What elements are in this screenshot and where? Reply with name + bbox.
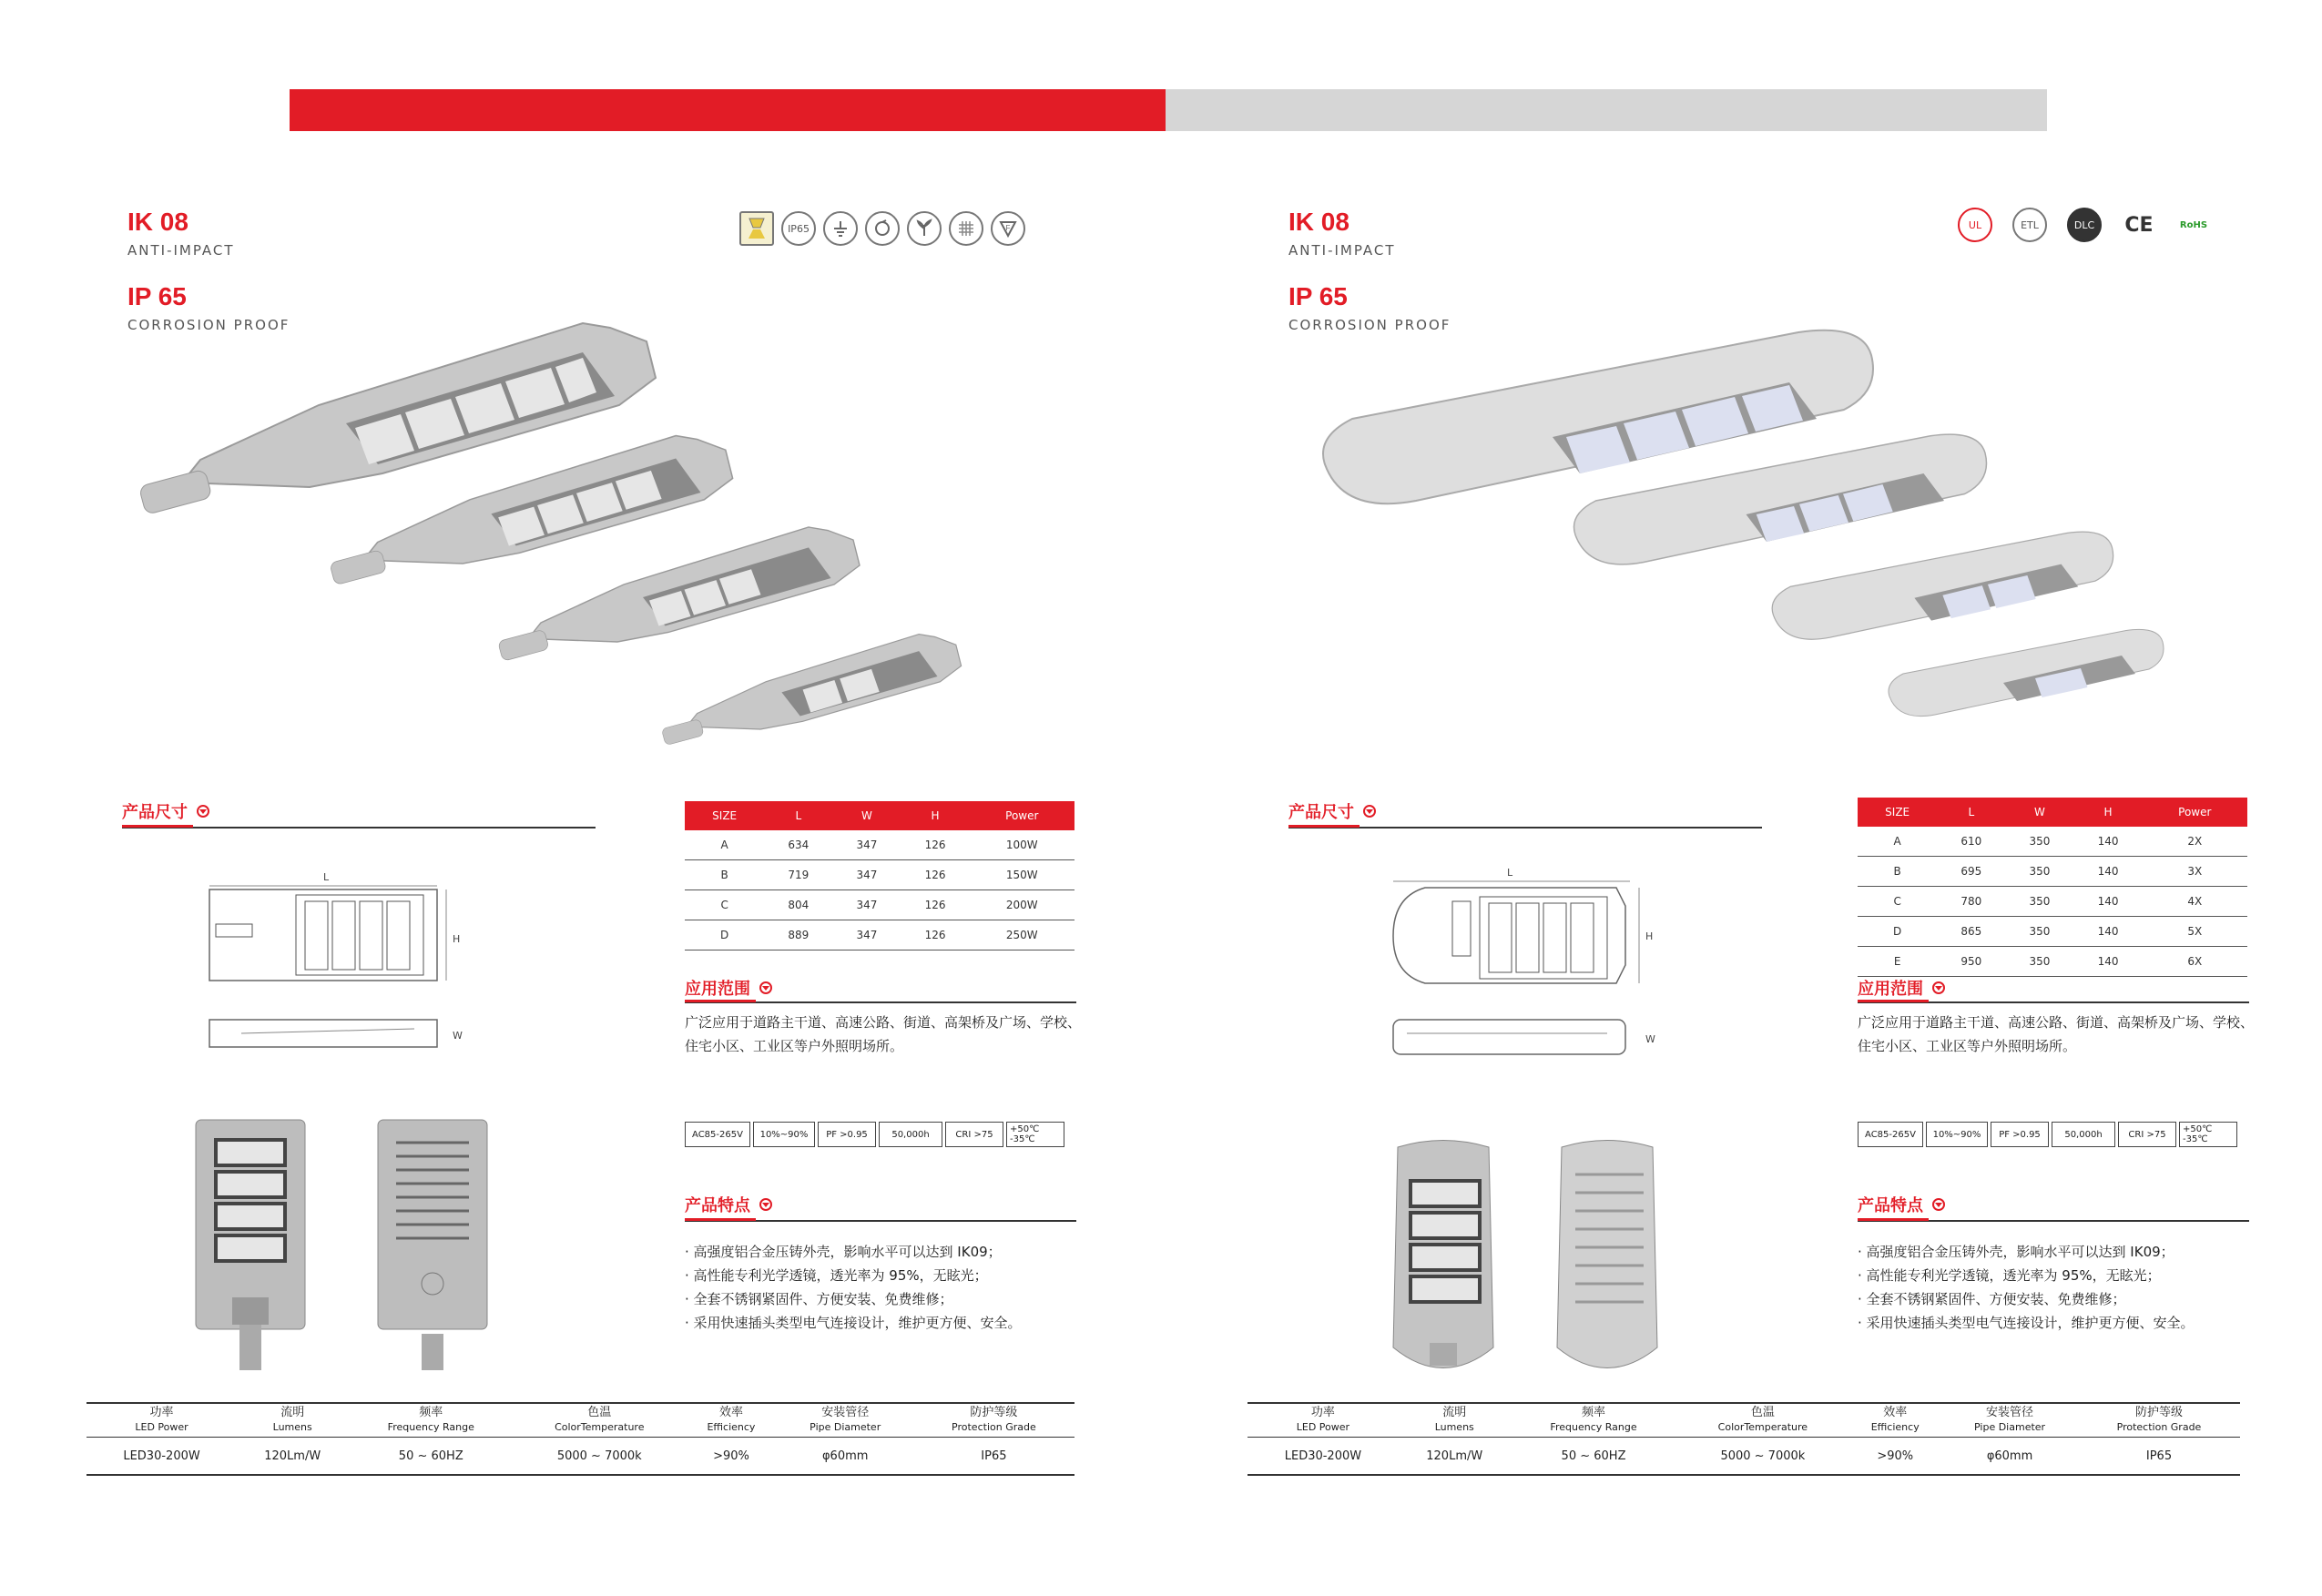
bottom-col-header: [1248, 1403, 1399, 1438]
size-cell: 634: [764, 830, 832, 860]
size-cell: 347: [832, 890, 901, 920]
application-title-text: 应用范围: [685, 980, 750, 999]
spec-icons: [685, 1122, 1064, 1147]
mesh-icon: [949, 211, 983, 246]
bottom-cell: IP65: [2078, 1438, 2240, 1476]
bottom-cell: >90%: [685, 1438, 777, 1476]
size-cell: C: [685, 890, 764, 920]
voltage-icon: AC85-265V: [685, 1122, 750, 1147]
application-text: 广泛应用于道路主干道、高速公路、街道、高架桥及广场、学校、住宅小区、工业区等户外照明场所。: [685, 1014, 1082, 1054]
size-col-header: Power: [970, 801, 1074, 830]
ik-subtitle: ANTI-IMPACT: [127, 242, 235, 259]
temperature-icon: +50℃ -35℃: [2179, 1122, 2237, 1147]
bottom-col-header-en: ColorTemperature: [555, 1421, 645, 1433]
chevron-down-icon: [759, 981, 772, 994]
bottom-col-header-en: Lumens: [272, 1421, 312, 1433]
features-section-underline: [1858, 1218, 1929, 1221]
size-col-header: H: [901, 801, 969, 830]
size-cell: D: [1858, 917, 1937, 947]
product-lamps-image: [1307, 310, 2217, 765]
size-table-row: [1858, 917, 2247, 947]
features-title-text: 产品特点: [685, 1196, 750, 1215]
bottom-col-header: [685, 1403, 777, 1438]
size-table-row: [685, 890, 1074, 920]
bottom-col-header: [1399, 1403, 1511, 1438]
ik-title: IK 08: [127, 208, 188, 236]
feature-item: · 高性能专利光学透镜，透光率为 95%，无眩光；: [1858, 1267, 2161, 1284]
size-cell: 140: [2073, 917, 2142, 947]
feature-item: · 高强度铝合金压铸外壳，影响水平可以达到 IK09；: [1858, 1244, 2174, 1260]
application-section-title: [1858, 976, 1945, 1000]
bottom-col-header-cn: 效率: [1883, 1406, 1908, 1419]
size-cell: B: [1858, 857, 1937, 887]
front-view: [196, 1120, 305, 1370]
bottom-col-header-en: Protection Grade: [952, 1421, 1036, 1433]
ground-icon: [823, 211, 858, 246]
size-cell: 140: [2073, 947, 2142, 977]
application-text: 广泛应用于道路主干道、高速公路、街道、高架桥及广场、学校、住宅小区、工业区等户外照明场所。: [1858, 1014, 2255, 1054]
features-section-title: [1858, 1193, 1945, 1216]
bottom-col-header-en: LED Power: [135, 1421, 188, 1433]
application-section-underline: [1858, 1000, 1929, 1002]
bottom-col-header-cn: 功率: [1310, 1406, 1335, 1419]
ik-subtitle: ANTI-IMPACT: [1288, 242, 1396, 259]
lamp-d: [661, 635, 961, 746]
lamp-d: [1889, 629, 2164, 716]
bottom-cell: >90%: [1848, 1438, 1941, 1476]
front-back-views: [187, 1115, 496, 1388]
bottom-table-header: [1248, 1403, 2240, 1438]
back-view: [1557, 1141, 1657, 1368]
size-cell: B: [685, 860, 764, 890]
chevron-down-icon: [1932, 981, 1945, 994]
size-section-title: [122, 799, 209, 823]
size-col-header: SIZE: [1858, 798, 1937, 827]
cert-icons: [739, 211, 1025, 246]
size-table-row: [1858, 857, 2247, 887]
size-title-text: 产品尺寸: [1288, 803, 1354, 822]
product-lamps-image: [137, 305, 1002, 778]
size-cell: 950: [1937, 947, 2005, 977]
size-cell: 347: [832, 920, 901, 950]
bottom-col-header-cn: 防护等级: [970, 1406, 1018, 1419]
size-section-underline: [122, 825, 193, 828]
dim-label-h: H: [1645, 930, 1654, 942]
size-cell: A: [685, 830, 764, 860]
size-cell: 350: [2005, 827, 2073, 857]
feature-item: · 高性能专利光学透镜，透光率为 95%，无眩光；: [685, 1267, 988, 1284]
dimension-drawing: [1389, 865, 1671, 1074]
size-cell: 4X: [2143, 887, 2247, 917]
bottom-col-header-en: Frequency Range: [1550, 1421, 1637, 1433]
bottom-cell: LED30-200W: [87, 1438, 237, 1476]
bottom-cell: 5000 ~ 7000k: [514, 1438, 685, 1476]
size-cell: 350: [2005, 947, 2073, 977]
ce-icon: CE: [2124, 213, 2154, 237]
bottom-col-header: [1676, 1403, 1848, 1438]
dimension-drawing: [205, 869, 487, 1070]
size-table: [1858, 798, 2247, 977]
features-section-underline: [685, 1218, 756, 1221]
size-table-row: [685, 920, 1074, 950]
size-col-header: SIZE: [685, 801, 764, 830]
spec-bottom-table: [1248, 1402, 2240, 1476]
front-view: [1393, 1141, 1493, 1368]
ip65-label: IP65: [788, 222, 810, 235]
bottom-col-header-en: Efficiency: [1870, 1421, 1920, 1433]
bottom-col-header: [237, 1403, 348, 1438]
f-icon: [991, 211, 1025, 246]
ip-title: IP 65: [127, 282, 187, 310]
pf-icon: PF >0.95: [818, 1122, 876, 1147]
dim-label-l: L: [1507, 867, 1513, 879]
dim-label-h: H: [453, 933, 461, 945]
size-col-header: W: [832, 801, 901, 830]
bottom-col-header: [348, 1403, 514, 1438]
ip65-icon: [781, 211, 816, 246]
spec-icons: [1858, 1122, 2237, 1147]
cert-icons: [1958, 208, 2211, 242]
bottom-col-header-cn: 功率: [149, 1406, 174, 1419]
size-cell: A: [1858, 827, 1937, 857]
size-cell: 140: [2073, 827, 2142, 857]
ul-icon: UL: [1958, 208, 1992, 242]
application-title-text: 应用范围: [1858, 980, 1923, 999]
bottom-col-header: [87, 1403, 237, 1438]
lamp-c: [498, 527, 860, 661]
features-list: [1858, 1240, 2258, 1335]
dim-label-w: W: [1645, 1033, 1655, 1045]
size-section-line: [1288, 827, 1762, 828]
application-section-title: [685, 976, 772, 1000]
chevron-down-icon: [1932, 1198, 1945, 1211]
features-section-title: [685, 1193, 772, 1216]
dim-label-l: L: [323, 871, 330, 883]
feature-item: · 全套不锈钢紧固件、方便安装、免费维修；: [685, 1291, 953, 1307]
back-view: [378, 1120, 487, 1370]
bottom-col-header-cn: 频率: [1582, 1406, 1606, 1419]
size-cell: 347: [832, 830, 901, 860]
bottom-col-header-en: LED Power: [1296, 1421, 1350, 1433]
bottom-cell: LED30-200W: [1248, 1438, 1399, 1476]
size-cell: 2X: [2143, 827, 2247, 857]
bottom-col-header-cn: 安装管径: [1986, 1406, 2034, 1419]
bottom-col-header-cn: 频率: [419, 1406, 443, 1419]
size-cell: 140: [2073, 887, 2142, 917]
size-cell: 865: [1937, 917, 2005, 947]
f-label: F: [1005, 224, 1011, 232]
size-cell: 780: [1937, 887, 2005, 917]
bottom-col-header-en: Pipe Diameter: [1974, 1421, 2046, 1433]
dim-label-w: W: [453, 1030, 463, 1042]
size-col-header: L: [764, 801, 832, 830]
size-col-header: H: [2073, 798, 2142, 827]
bottom-col-header-cn: 安装管径: [821, 1406, 870, 1419]
size-cell: 126: [901, 920, 969, 950]
bottom-col-header: [2078, 1403, 2240, 1438]
bottom-col-header-en: Lumens: [1434, 1421, 1474, 1433]
size-cell: C: [1858, 887, 1937, 917]
temperature-icon: +50℃ -35℃: [1006, 1122, 1064, 1147]
size-col-header: Power: [2143, 798, 2247, 827]
bottom-col-header-cn: 色温: [587, 1406, 612, 1419]
size-table-row: [685, 860, 1074, 890]
size-table-row: [1858, 887, 2247, 917]
size-cell: 126: [901, 830, 969, 860]
size-table-body: [1858, 827, 2247, 977]
size-table: [685, 801, 1074, 950]
bottom-cell: IP65: [913, 1438, 1074, 1476]
bottom-col-header: [1941, 1403, 2078, 1438]
size-cell: 126: [901, 860, 969, 890]
ik-title: IK 08: [1288, 208, 1349, 236]
features-title-text: 产品特点: [1858, 1196, 1923, 1215]
bottom-col-header: [1848, 1403, 1941, 1438]
size-cell: 695: [1937, 857, 2005, 887]
bottom-col-header-en: Protection Grade: [2116, 1421, 2202, 1433]
dlc-icon: DLC: [2067, 208, 2102, 242]
size-table-row: [685, 830, 1074, 860]
plant-icon: [907, 211, 942, 246]
size-cell: 350: [2005, 887, 2073, 917]
size-cell: E: [1858, 947, 1937, 977]
chevron-down-icon: [197, 805, 209, 818]
size-cell: 6X: [2143, 947, 2247, 977]
pf-icon: PF >0.95: [1991, 1122, 2049, 1147]
size-col-header: W: [2005, 798, 2073, 827]
bottom-cell: φ60mm: [1941, 1438, 2078, 1476]
bottom-cell: 120Lm/W: [1399, 1438, 1511, 1476]
bottom-col-header: [514, 1403, 685, 1438]
bottom-col-header: [778, 1403, 913, 1438]
bottom-table-row: [1248, 1438, 2240, 1476]
bottom-col-header: [913, 1403, 1074, 1438]
size-title-text: 产品尺寸: [122, 803, 188, 822]
bottom-col-header-cn: 流明: [280, 1406, 305, 1419]
feature-item: · 全套不锈钢紧固件、方便安装、免费维修；: [1858, 1291, 2126, 1307]
spec-bottom-table: [87, 1402, 1074, 1476]
chevron-down-icon: [759, 1198, 772, 1211]
rohs-icon: RoHS: [2179, 219, 2208, 230]
size-table-row: [1858, 947, 2247, 977]
lifetime-icon: 50,000h: [879, 1122, 942, 1147]
features-list: [685, 1240, 1085, 1335]
bottom-cell: 50 ~ 60HZ: [1511, 1438, 1677, 1476]
size-cell: 347: [832, 860, 901, 890]
bottom-col-header-cn: 防护等级: [2134, 1406, 2183, 1419]
front-back-views: [1380, 1138, 1689, 1393]
bottom-col-header-cn: 色温: [1750, 1406, 1775, 1419]
size-table-header: [1858, 798, 2247, 827]
right-page: [1161, 0, 2322, 1596]
size-cell: 610: [1937, 827, 2005, 857]
size-table-header: [685, 801, 1074, 830]
size-section-underline: [1288, 825, 1360, 828]
bottom-cell: 5000 ~ 7000k: [1676, 1438, 1848, 1476]
feature-item: · 采用快速插头类型电气连接设计，维护更方便、安全。: [685, 1315, 1022, 1331]
size-cell: 200W: [970, 890, 1074, 920]
feature-item: · 高强度铝合金压铸外壳，影响水平可以达到 IK09；: [685, 1244, 1002, 1260]
bottom-col-header-en: Pipe Diameter: [810, 1421, 881, 1433]
size-cell: 350: [2005, 857, 2073, 887]
bottom-col-header-en: ColorTemperature: [1717, 1421, 1808, 1433]
feature-item: · 采用快速插头类型电气连接设计，维护更方便、安全。: [1858, 1315, 2195, 1331]
ip-icon: [865, 211, 900, 246]
humidity-icon: 10%~90%: [1926, 1122, 1988, 1147]
size-cell: 150W: [970, 860, 1074, 890]
size-section-line: [122, 827, 596, 828]
bottom-col-header: [1511, 1403, 1677, 1438]
chevron-down-icon: [1363, 805, 1376, 818]
lamp-icon: [739, 211, 774, 246]
lamp-c: [1772, 532, 2113, 639]
ip-subtitle: CORROSION PROOF: [127, 317, 290, 333]
lifetime-icon: 50,000h: [2052, 1122, 2115, 1147]
bottom-col-header-en: Efficiency: [707, 1421, 756, 1433]
bottom-cell: 120Lm/W: [237, 1438, 348, 1476]
bottom-cell: φ60mm: [778, 1438, 913, 1476]
application-section-underline: [685, 1000, 756, 1002]
size-cell: D: [685, 920, 764, 950]
size-section-title: [1288, 799, 1376, 823]
ip-title: IP 65: [1288, 282, 1348, 310]
size-col-header: L: [1937, 798, 2005, 827]
size-cell: 140: [2073, 857, 2142, 887]
size-cell: 889: [764, 920, 832, 950]
size-cell: 3X: [2143, 857, 2247, 887]
cri-icon: CRI >75: [2118, 1122, 2176, 1147]
size-table-row: [1858, 827, 2247, 857]
bottom-col-header-cn: 流明: [1442, 1406, 1467, 1419]
bottom-table-row: [87, 1438, 1074, 1476]
size-cell: 719: [764, 860, 832, 890]
bottom-col-header-en: Frequency Range: [387, 1421, 474, 1433]
size-cell: 100W: [970, 830, 1074, 860]
bottom-col-header-cn: 效率: [718, 1406, 743, 1419]
size-cell: 804: [764, 890, 832, 920]
size-cell: 126: [901, 890, 969, 920]
size-cell: 250W: [970, 920, 1074, 950]
bottom-cell: 50 ~ 60HZ: [348, 1438, 514, 1476]
ip-subtitle: CORROSION PROOF: [1288, 317, 1451, 333]
size-cell: 350: [2005, 917, 2073, 947]
size-table-body: [685, 830, 1074, 950]
size-cell: 5X: [2143, 917, 2247, 947]
humidity-icon: 10%~90%: [753, 1122, 815, 1147]
cri-icon: CRI >75: [945, 1122, 1003, 1147]
bottom-table-header: [87, 1403, 1074, 1438]
voltage-icon: AC85-265V: [1858, 1122, 1923, 1147]
etl-icon: ETL: [2012, 208, 2047, 242]
